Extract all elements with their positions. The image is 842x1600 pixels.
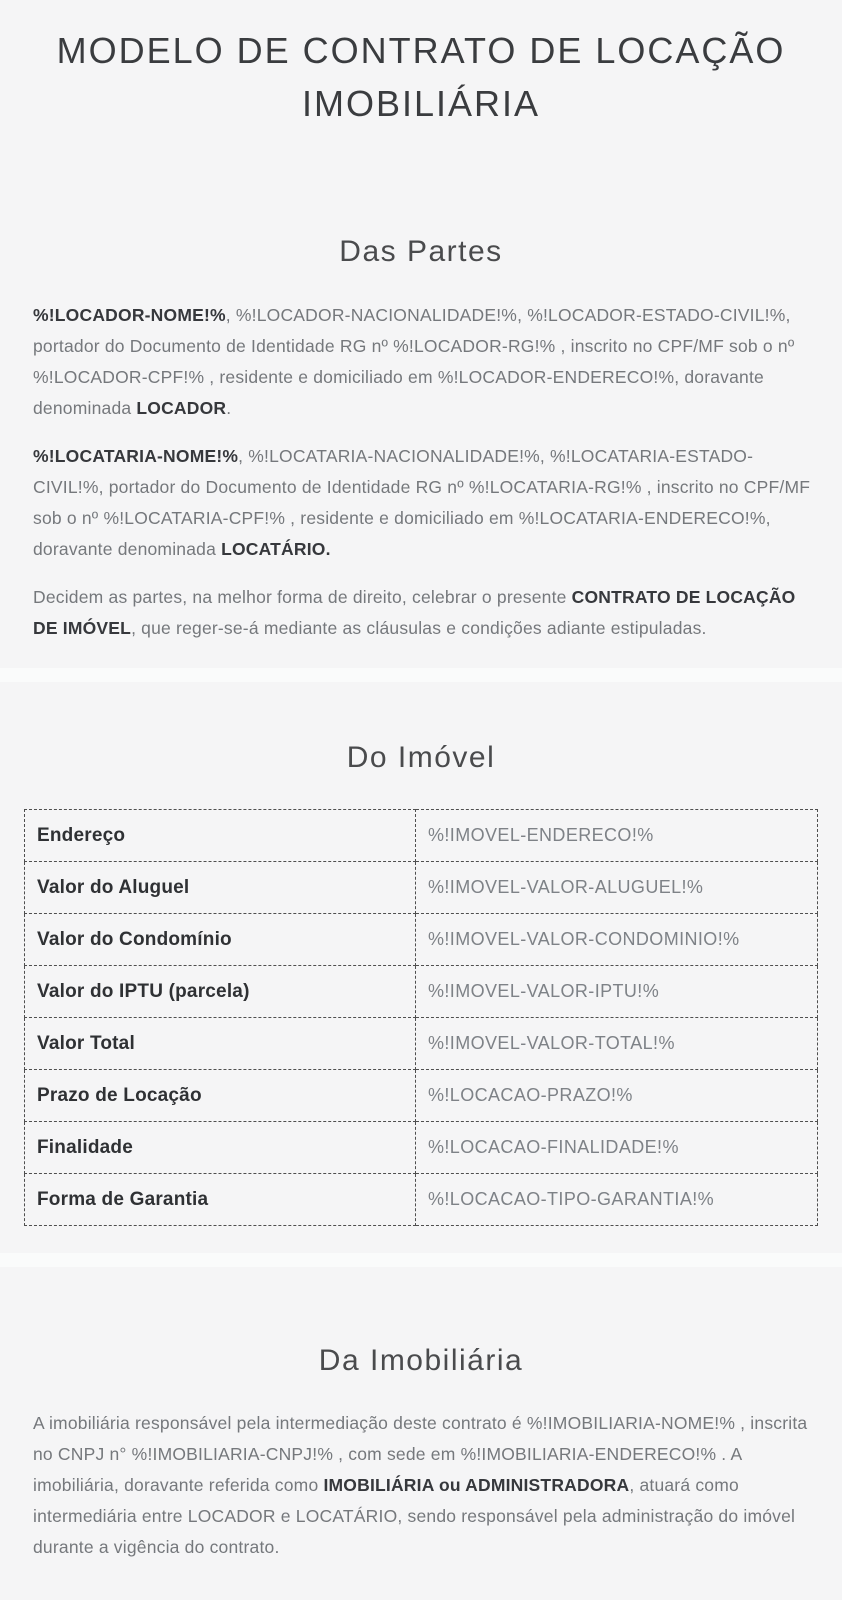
locataria-nome-placeholder: %!LOCATARIA-NOME!% — [33, 446, 239, 466]
row-label: Endereço — [25, 810, 416, 862]
da-imobiliaria-heading: Da Imobiliária — [318, 1344, 524, 1377]
row-label: Valor do Aluguel — [25, 862, 416, 914]
row-value: %!IMOVEL-ENDERECO!% — [416, 810, 818, 862]
das-partes-heading: Das Partes — [339, 235, 503, 268]
imovel-table — [24, 809, 818, 1226]
table-row-finalidade — [25, 1122, 818, 1174]
table-row-valor-iptu — [25, 966, 818, 1018]
imobiliaria-paragraph — [33, 1408, 811, 1563]
row-value: %!IMOVEL-VALOR-ALUGUEL!% — [416, 862, 818, 914]
table-row-valor-aluguel — [25, 862, 818, 914]
section-das-partes — [0, 230, 842, 644]
row-label: Forma de Garantia — [25, 1174, 416, 1226]
decisao-paragraph-text-start: Decidem as partes, na melhor forma de direito, celebrar o presente — [33, 587, 572, 607]
row-value: %!IMOVEL-VALOR-IPTU!% — [416, 966, 818, 1018]
contrato-term: CONTRATO DE LOCAÇÃO DE IMÓVEL — [33, 587, 796, 638]
section-da-imobiliaria — [0, 1339, 842, 1563]
table-row-valor-total — [25, 1018, 818, 1070]
row-label: Valor Total — [25, 1018, 416, 1070]
locador-paragraph-text: , %!LOCADOR-NACIONALIDADE!%, %!LOCADOR-ESTADO-CIVIL!%, portador do Documento de Identidade RG nº %!LOCADOR-RG!% , inscrito no CPF/MF sob o nº %!LOCADOR-CPF!% , residente e domiciliado em %!LOCADOR-ENDERECO!%, doravante denominada — [33, 305, 795, 418]
page-title: MODELO DE CONTRATO DE LOCAÇÃO IMOBILIÁRIA — [56, 30, 786, 124]
decisao-paragraph — [33, 582, 811, 644]
row-label: Valor do Condomínio — [25, 914, 416, 966]
imobiliaria-term: IMOBILIÁRIA ou ADMINISTRADORA — [323, 1475, 630, 1495]
locataria-paragraph-text: , %!LOCATARIA-NACIONALIDADE!%, %!LOCATARIA-ESTADO-CIVIL!%, portador do Documento de Identidade RG nº %!LOCATARIA-RG!% , inscrito no CPF/MF sob o nº %!LOCATARIA-CPF!% , residente e domiciliado em %!LOCATARIA-ENDERECO!%, doravante denominada — [33, 446, 811, 559]
row-value: %!LOCACAO-FINALIDADE!% — [416, 1122, 818, 1174]
row-label: Valor do IPTU (parcela) — [25, 966, 416, 1018]
do-imovel-heading: Do Imóvel — [346, 741, 496, 774]
locatario-term: LOCATÁRIO. — [221, 539, 331, 559]
section-do-imovel — [0, 736, 842, 1226]
imobiliaria-paragraph-text-start: A imobiliária responsável pela intermediação deste contrato é %!IMOBILIARIA-NOME!% , inscrita no CNPJ n° %!IMOBILIARIA-CNPJ!% , com sede em %!IMOBILIARIA-ENDERECO!% . A imobiliária, doravante referida como — [33, 1413, 808, 1495]
locador-paragraph — [33, 300, 811, 424]
table-row-valor-condominio — [25, 914, 818, 966]
table-row-endereco — [25, 810, 818, 862]
locataria-paragraph — [33, 441, 811, 565]
row-value: %!IMOVEL-VALOR-CONDOMINIO!% — [416, 914, 818, 966]
row-value: %!LOCACAO-TIPO-GARANTIA!% — [416, 1174, 818, 1226]
table-row-prazo — [25, 1070, 818, 1122]
table-row-garantia — [25, 1174, 818, 1226]
section-divider — [0, 1253, 842, 1267]
locador-term: LOCADOR — [136, 398, 227, 418]
row-label: Prazo de Locação — [25, 1070, 416, 1122]
row-value: %!LOCACAO-PRAZO!% — [416, 1070, 818, 1122]
locador-paragraph-period: . — [226, 398, 232, 418]
row-value: %!IMOVEL-VALOR-TOTAL!% — [416, 1018, 818, 1070]
imobiliaria-paragraph-text-end: , atuará como intermediária entre LOCADOR e LOCATÁRIO, sendo responsável pela administração do imóvel durante a vigência do contrato. — [33, 1475, 796, 1557]
section-divider — [0, 668, 842, 682]
locador-nome-placeholder: %!LOCADOR-NOME!% — [33, 305, 226, 325]
decisao-paragraph-text-end: , que reger-se-á mediante as cláusulas e condições adiante estipuladas. — [131, 618, 707, 638]
row-label: Finalidade — [25, 1122, 416, 1174]
